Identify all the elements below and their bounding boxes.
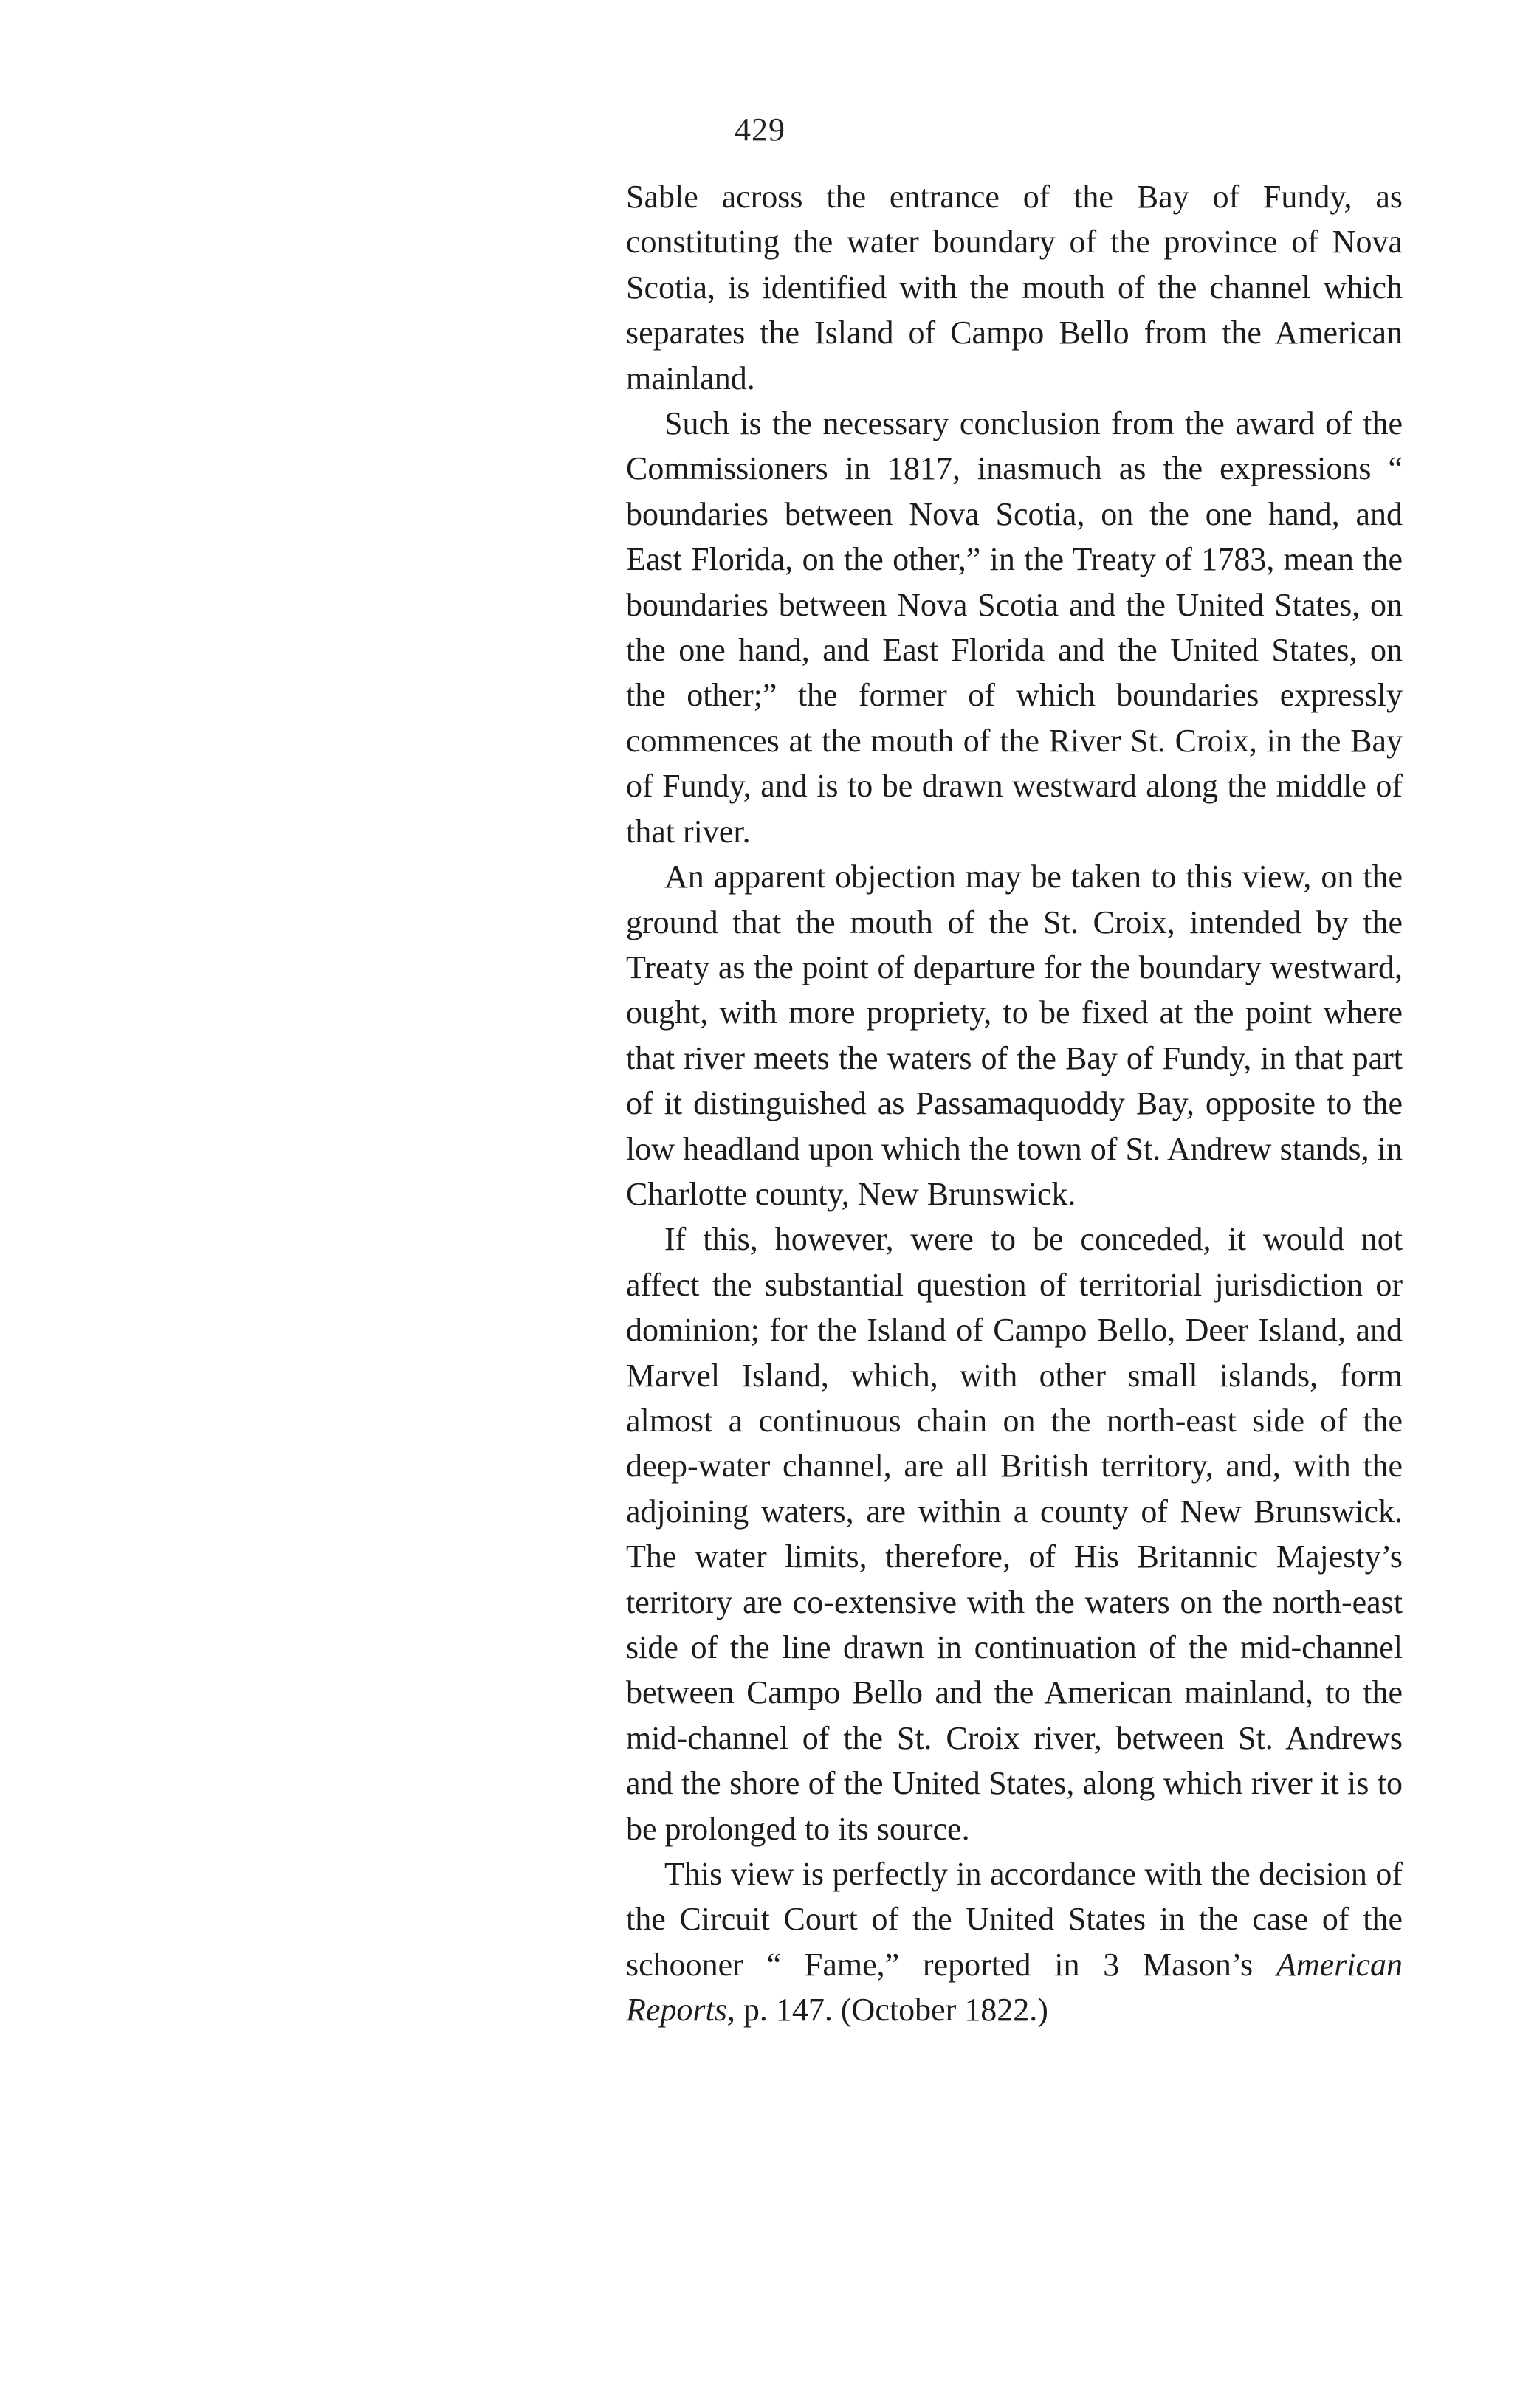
citation-title: American Reports, bbox=[626, 1946, 1403, 2029]
paragraph-3: An apparent objection may be taken to this view, on the ground that the mouth of the St. Croix, intended by the Treaty as the point of departure for the boundary westward, ought, with more propriety, to be fixed at the point where that river meets the waters of the Bay of Fundy, in that part of it distinguished as Passamaquoddy Bay, opposite to the low headland upon which the town of St. Andrew stands, in Charlotte county, New Brunswick. bbox=[626, 859, 1403, 1212]
paragraph-5-text-end: p. 147. (October 1822.) bbox=[735, 1992, 1048, 2029]
paragraph-2: Such is the necessary conclusion from the award of the Commissioners in 1817, inasmuch as the expressions “ boundaries between Nova Scotia, on the one hand, and East Florida, on the other,” in the Treaty of 1783, mean the boundaries between Nova Scotia and the United States, on the one hand, and East Florida and the United States, on the other;” the former of which boundaries expressly commences at the mouth of the River St. Croix, in the Bay of Fundy, and is to be drawn westward along the middle of that river. bbox=[626, 405, 1403, 850]
paragraph-1: Sable across the entrance of the Bay of Fundy, as constituting the water boundary of the province of Nova Scotia, is identified with the mouth of the channel which separates the Island of Campo Bello from the American mainland. bbox=[626, 179, 1403, 396]
page-number: 429 bbox=[735, 111, 785, 148]
paragraph-5-text-start: This view is perfectly in accordance with the decision of the Circuit Court of the United States in the case of the schooner “ Fame,” reported in 3 Mason’s bbox=[626, 1856, 1403, 1983]
paragraph-4: If this, however, were to be conceded, it would not affect the substantial question of territorial jurisdiction or dominion; for the Island of Campo Bello, Deer Island, and Marvel Island, which, with other small islands, form almost a continuous chain on the north-east side of the deep-water channel, are all British territory, and, with the adjoining waters, are within a county of New Brunswick. The water limits, therefore, of His Britannic Majesty’s territory are co-extensive with the waters on the north-east side of the line drawn in continuation of the mid-channel between Campo Bello and the American mainland, to the mid-channel of the St. Croix river, between St. Andrews and the shore of the United States, along which river it is to be prolonged to its source. bbox=[626, 1221, 1403, 1847]
paragraph-5 bbox=[626, 1851, 1403, 2033]
body-text bbox=[626, 174, 1403, 2033]
